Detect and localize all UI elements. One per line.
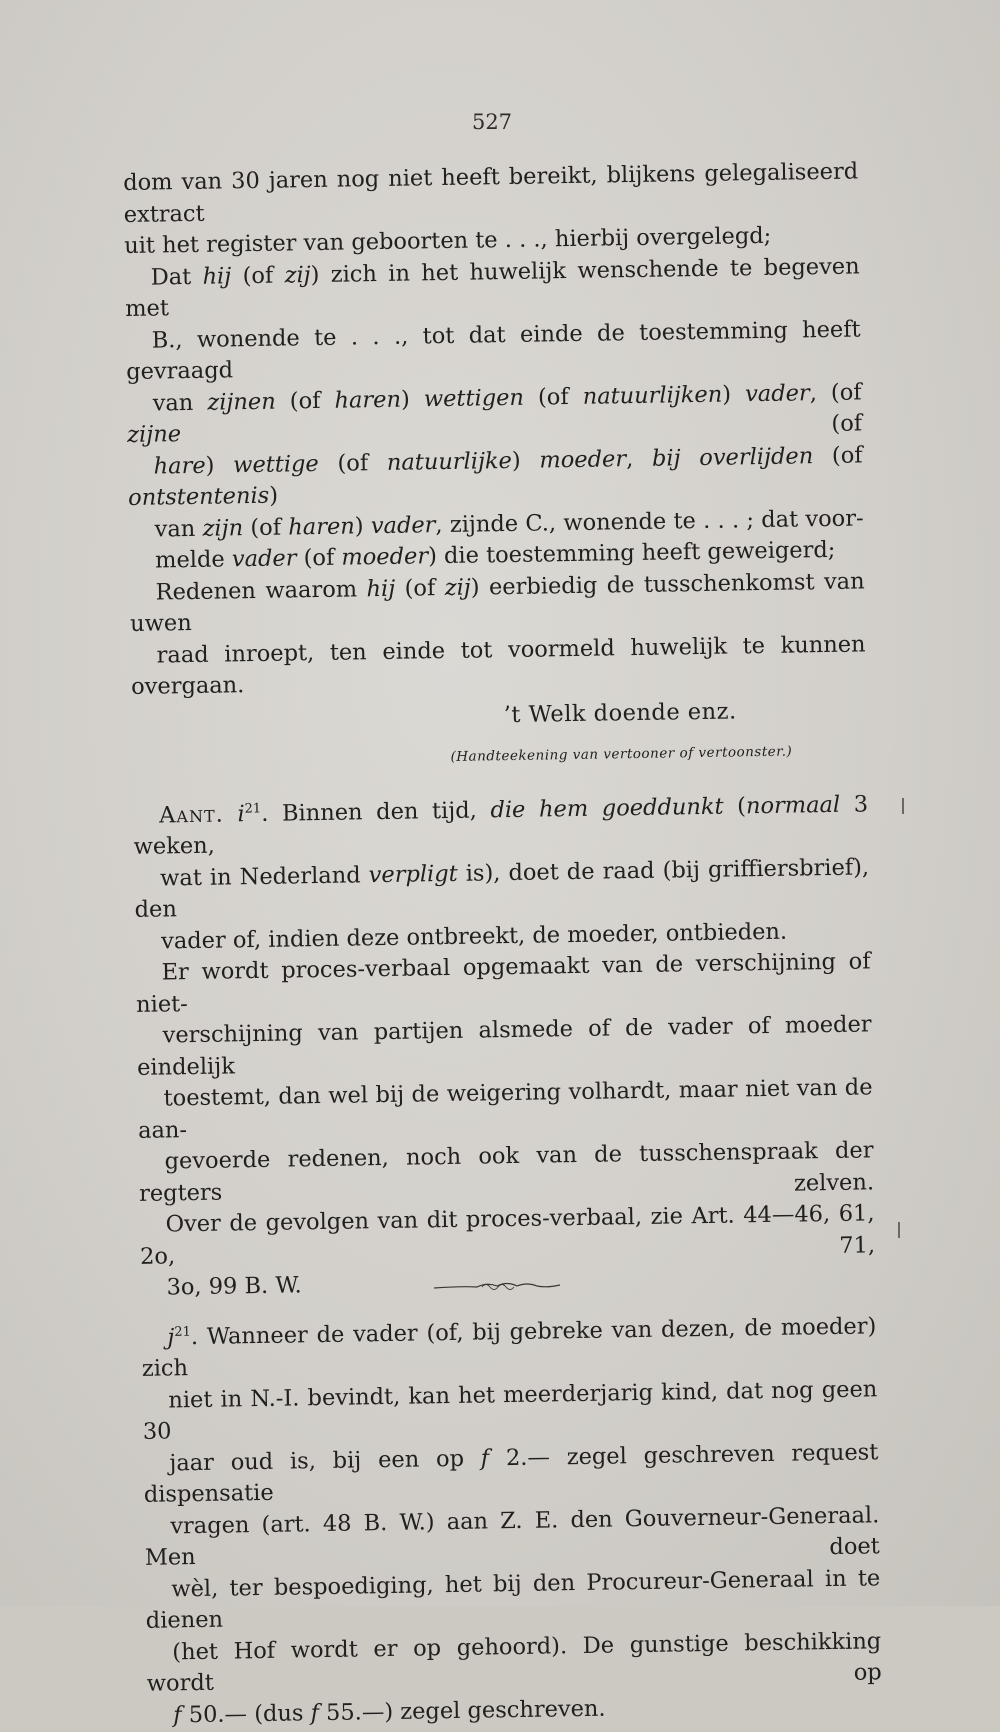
annotation-paragraph bbox=[141, 1311, 882, 1732]
text-line: wat in Nederland verpligt is), doet de raad (bij griffiersbrief), den bbox=[134, 853, 870, 923]
end-ornament bbox=[432, 1278, 562, 1294]
form-paragraph bbox=[129, 566, 866, 704]
page-number: 527 bbox=[471, 110, 513, 134]
text-line: B., wonende te . . ., tot dat einde de toestemming heeft gevraagd bbox=[126, 315, 861, 385]
text-line: vragen (art. 48 B. W.) aan Z. E. den Gouverneur-Generaal. Men doet bbox=[144, 1501, 880, 1571]
text-line: Redenen waarom hij (of zij) eerbiedig de tusschenkomst van uwen bbox=[129, 567, 865, 637]
text-line: toestemt, dan wel bij de weigering volhardt, maar niet van de aan- bbox=[137, 1074, 873, 1144]
text-line: (het Hof wordt er op gehoord). De gunstige beschikking wordt op bbox=[146, 1627, 882, 1697]
closing-formula: ’t Welk doende enz. bbox=[503, 697, 737, 728]
text-line: Over de gevolgen van dit proces-verbaal, zie Art. 44—46, 61, 2o, 71, bbox=[139, 1200, 876, 1270]
text-line: uit het register van geboorten te . . ., hierbij overgelegd; bbox=[124, 222, 772, 259]
scan-mark bbox=[898, 1222, 900, 1238]
form-paragraph bbox=[124, 251, 864, 578]
scan-mark bbox=[902, 798, 904, 814]
text-line: gevoerde redenen, noch ook van de tusschenspraak der regters zelven. bbox=[138, 1137, 875, 1207]
text-line: van zijn (of haren) vader, zijnde C., wonende te . . . ; dat voor- bbox=[154, 504, 864, 543]
text-line: $j^{21}$. Wanneer de vader (of, bij gebreke van dezen, de moeder) zich bbox=[141, 1312, 877, 1382]
text-line: 3o, 99 B. W. bbox=[166, 1272, 302, 1301]
text-line: jaar oud is, bij een op f 2.— zegel geschreven request dispensatie bbox=[143, 1438, 879, 1508]
text-line: van zijnen (of haren) wettigen (of natuurlijken) vader, (of zijne (of bbox=[126, 378, 863, 448]
text-line: niet in N.-I. bevindt, kan het meerderjarig kind, dat nog geen 30 bbox=[142, 1375, 878, 1445]
text-line: Dat hij (of zij) zich in het huwelijk wenschende te begeven met bbox=[125, 252, 860, 322]
text-line: wèl, ter bespoediging, het bij den Procureur-Generaal in te dienen bbox=[145, 1564, 881, 1634]
text-line: Aant. $i^{21}$. Binnen den tijd, die hem goeddunkt (normaal 3 weken, bbox=[133, 790, 869, 860]
text-line: Er wordt proces-verbaal opgemaakt van de verschijning of niet- bbox=[135, 948, 871, 1018]
text-line: raad inroept, ten einde tot voormeld huwelijk te kunnen overgaan. bbox=[130, 630, 866, 700]
text-line: hare) wettige (of natuurlijke) moeder, bij overlijden (of ontstentenis) bbox=[127, 441, 863, 511]
text-line: dom van 30 jaren nog niet heeft bereikt, blijkens gelegaliseerd extract bbox=[123, 158, 859, 228]
page-body bbox=[123, 156, 882, 1731]
form-paragraph bbox=[123, 156, 859, 262]
text-line: f 50.— (dus f 55.—) zegel geschreven. bbox=[173, 1695, 606, 1728]
signature-note: (Handteekening van vertooner of vertoonster.) bbox=[450, 743, 793, 765]
text-line: vader of, indien deze ontbreekt, de moeder, ontbieden. bbox=[160, 918, 788, 954]
annotation-paragraph bbox=[135, 946, 875, 1304]
annotation-paragraph bbox=[133, 789, 870, 958]
text-line: melde vader (of moeder) die toestemming heeft geweigerd; bbox=[154, 536, 836, 574]
text-line: verschijning van partijen alsmede of de vader of moeder eindelijk bbox=[136, 1011, 872, 1081]
